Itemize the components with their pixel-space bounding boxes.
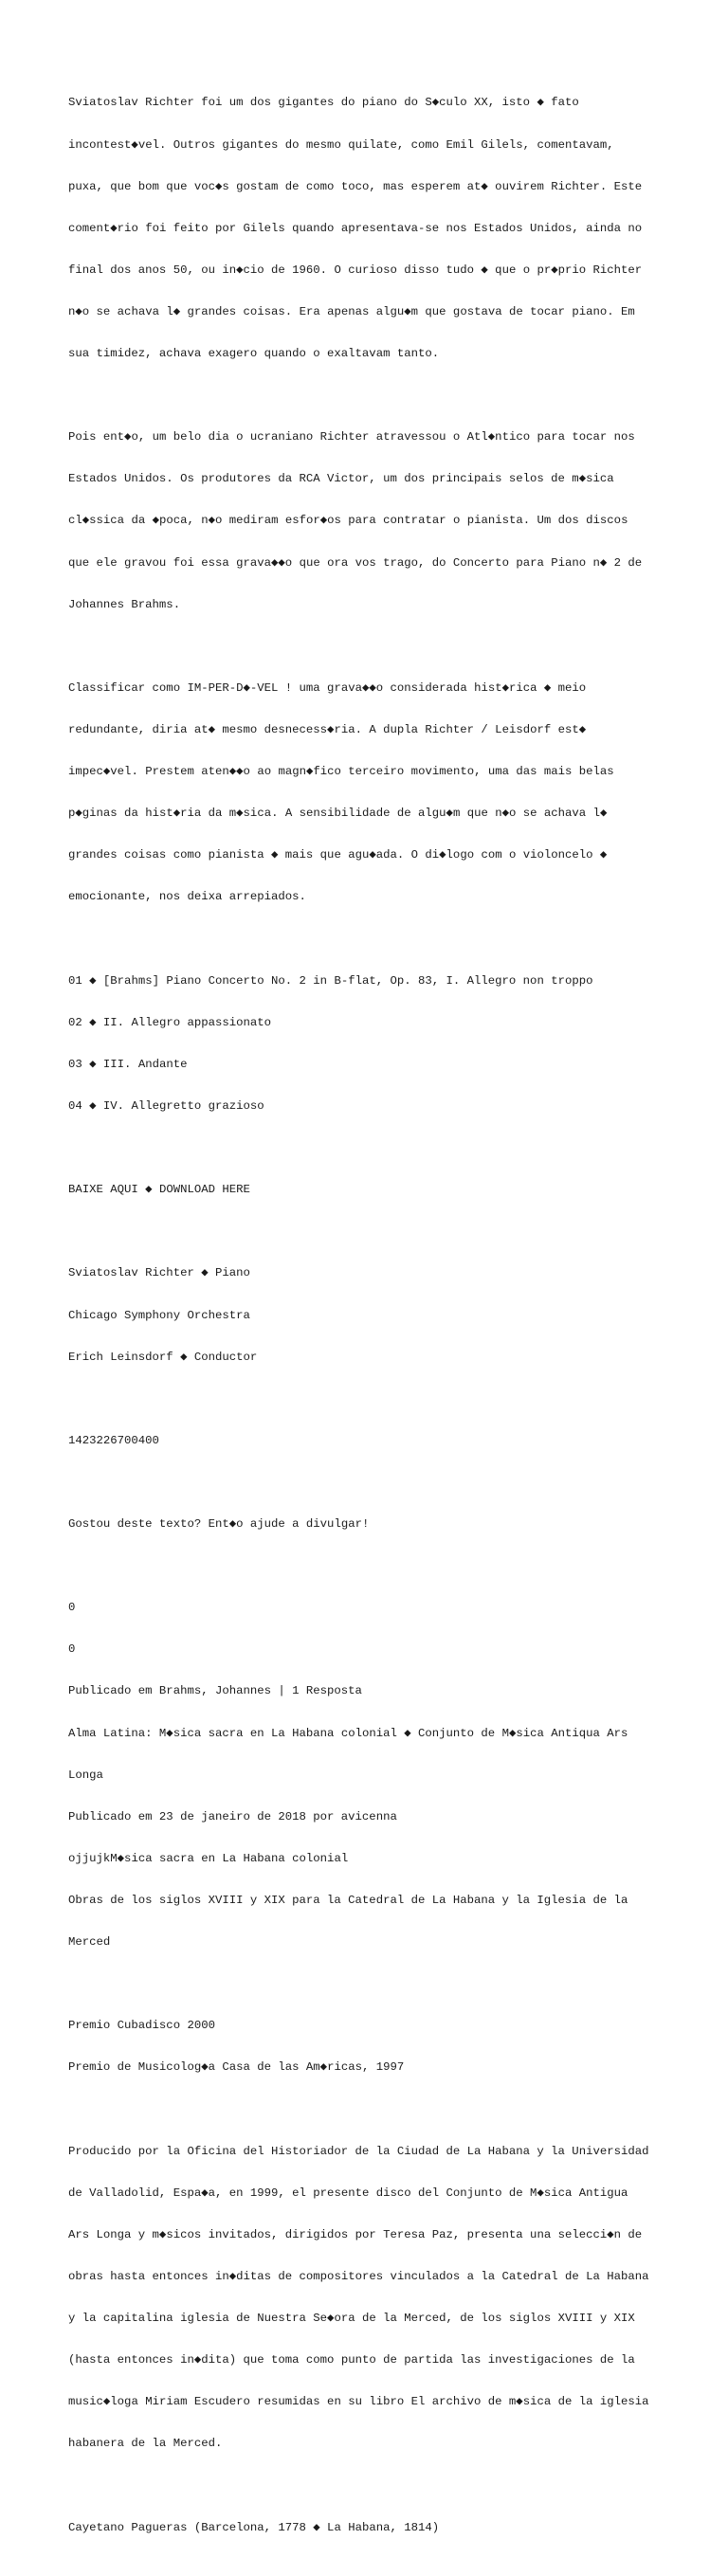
text-line: y la capitalina iglesia de Nuestra Se◆ora de la Merced, de los siglos XVIII y XIX — [68, 2312, 635, 2326]
post-description: Obras de los siglos XVIII y XIX para la Catedral de La Habana y la Iglesia de la — [68, 1893, 628, 1907]
document-page — [68, 68, 675, 2576]
text-line: habanera de la Merced. — [68, 2437, 223, 2451]
credits — [68, 1239, 675, 1392]
text-line: coment◆rio foi feito por Gilels quando apresentava-se nos Estados Unidos, ainda no — [68, 221, 643, 235]
text-line: n◆o se achava l◆ grandes coisas. Era apenas algu◆m que gostava de tocar piano. Em — [68, 304, 635, 318]
publish-date: Publicado em 23 de janeiro de 2018 por avicenna — [68, 1809, 397, 1823]
text-line: impec◆vel. Prestem aten◆◆o ao magn◆fico terceiro movimento, uma das mais belas — [68, 765, 614, 779]
production-paragraph — [68, 2116, 675, 2478]
track-item: 02 ◆ II. Allegro appassionato — [68, 1015, 272, 1029]
share-block — [68, 1490, 675, 1560]
text-line: que ele gravou foi essa grava◆◆o que ora vos trago, do Concerto para Piano n◆ 2 de — [68, 555, 643, 570]
text-line: Classificar como IM-PER-D◆-VEL ! uma grava◆◆o considerada hist◆rica ◆ meio — [68, 680, 587, 695]
text-line: Johannes Brahms. — [68, 597, 181, 611]
next-post-title[interactable]: Longa — [68, 1768, 103, 1782]
text-line: (hasta entonces in◆dita) que toma como punto de partida las investigaciones de la — [68, 2353, 635, 2367]
text-line: sua timidez, achava exagero quando o exaltavam tanto. — [68, 347, 440, 361]
composer-heading-block — [68, 2493, 675, 2563]
post-meta — [68, 1573, 675, 1977]
track-list — [68, 946, 675, 1141]
share-count: 0 — [68, 1642, 76, 1657]
text-line: grandes coisas como pianista ◆ mais que agu◆ada. O di◆logo com o violoncelo ◆ — [68, 848, 608, 862]
intro-paragraph-2 — [68, 403, 675, 640]
awards — [68, 1991, 675, 2103]
text-line: puxa, que bom que voc◆s gostam de como toco, mas esperem at◆ ouvirem Richter. Este — [68, 179, 643, 193]
text-line: Estados Unidos. Os produtores da RCA Victor, um dos principais selos de m◆sica — [68, 472, 614, 486]
text-line: Producido por la Oficina del Historiador de la Ciudad de La Habana y la Universidad — [68, 2144, 649, 2158]
text-line: incontest◆vel. Outros gigantes do mesmo quilate, como Emil Gilels, comentavam, — [68, 137, 614, 152]
post-description: Merced — [68, 1935, 111, 1950]
credit-line: Chicago Symphony Orchestra — [68, 1308, 250, 1322]
intro-paragraph-1 — [68, 68, 675, 389]
text-line: Pois ent◆o, um belo dia o ucraniano Richter atravessou o Atl◆ntico para tocar nos — [68, 430, 635, 444]
category-line[interactable]: Publicado em Brahms, Johannes | 1 Resposta — [68, 1684, 362, 1698]
share-count: 0 — [68, 1601, 76, 1615]
track-item: 01 ◆ [Brahms] Piano Concerto No. 2 in B-flat, Op. 83, I. Allegro non troppo — [68, 973, 593, 988]
text-line: final dos anos 50, ou in◆cio de 1960. O curioso disso tudo ◆ que o pr◆prio Richter — [68, 263, 643, 277]
download-link[interactable]: BAIXE AQUI ◆ DOWNLOAD HERE — [68, 1183, 250, 1197]
composer-heading: Cayetano Pagueras (Barcelona, 1778 ◆ La Habana, 1814) — [68, 2520, 440, 2534]
intro-paragraph-3 — [68, 654, 675, 933]
text-line: redundante, diria at◆ mesmo desnecess◆ria. A dupla Richter / Leisdorf est◆ — [68, 723, 587, 737]
award-line: Premio de Musicolog◆a Casa de las Am◆ricas, 1997 — [68, 2060, 405, 2075]
text-line: obras hasta entonces in◆ditas de compositores vinculados a la Catedral de La Habana — [68, 2269, 649, 2283]
post-id: 1423226700400 — [68, 1433, 159, 1447]
text-line: cl◆ssica da ◆poca, n◆o mediram esfor◆os para contratar o pianista. Um dos discos — [68, 514, 628, 528]
text-line: Ars Longa y m◆sicos invitados, dirigidos por Teresa Paz, presenta una selecci◆n de — [68, 2227, 643, 2241]
next-post-title[interactable]: Alma Latina: M◆sica sacra en La Habana colonial ◆ Conjunto de M◆sica Antiqua Ars — [68, 1726, 628, 1740]
text-line: emocionante, nos deixa arrepiados. — [68, 890, 306, 904]
track-item: 03 ◆ III. Andante — [68, 1057, 188, 1071]
text-line: music◆loga Miriam Escudero resumidas en su libro El archivo de m◆sica de la iglesia — [68, 2395, 649, 2409]
credit-line: Sviatoslav Richter ◆ Piano — [68, 1266, 250, 1280]
share-prompt: Gostou deste texto? Ent◆o ajude a divulgar! — [68, 1517, 370, 1532]
post-subtitle: ojjujkM◆sica sacra en La Habana colonial — [68, 1851, 349, 1865]
download-section — [68, 1155, 675, 1225]
post-id-block — [68, 1406, 675, 1476]
text-line: de Valladolid, Espa◆a, en 1999, el presente disco del Conjunto de M◆sica Antigua — [68, 2186, 628, 2200]
award-line: Premio Cubadisco 2000 — [68, 2019, 215, 2033]
credit-line: Erich Leinsdorf ◆ Conductor — [68, 1350, 258, 1364]
text-line: p◆ginas da hist◆ria da m◆sica. A sensibilidade de algu◆m que n◆o se achava l◆ — [68, 807, 608, 821]
track-item: 04 ◆ IV. Allegretto grazioso — [68, 1098, 264, 1113]
text-line: Sviatoslav Richter foi um dos gigantes do piano do S◆culo XX, isto ◆ fato — [68, 96, 579, 110]
